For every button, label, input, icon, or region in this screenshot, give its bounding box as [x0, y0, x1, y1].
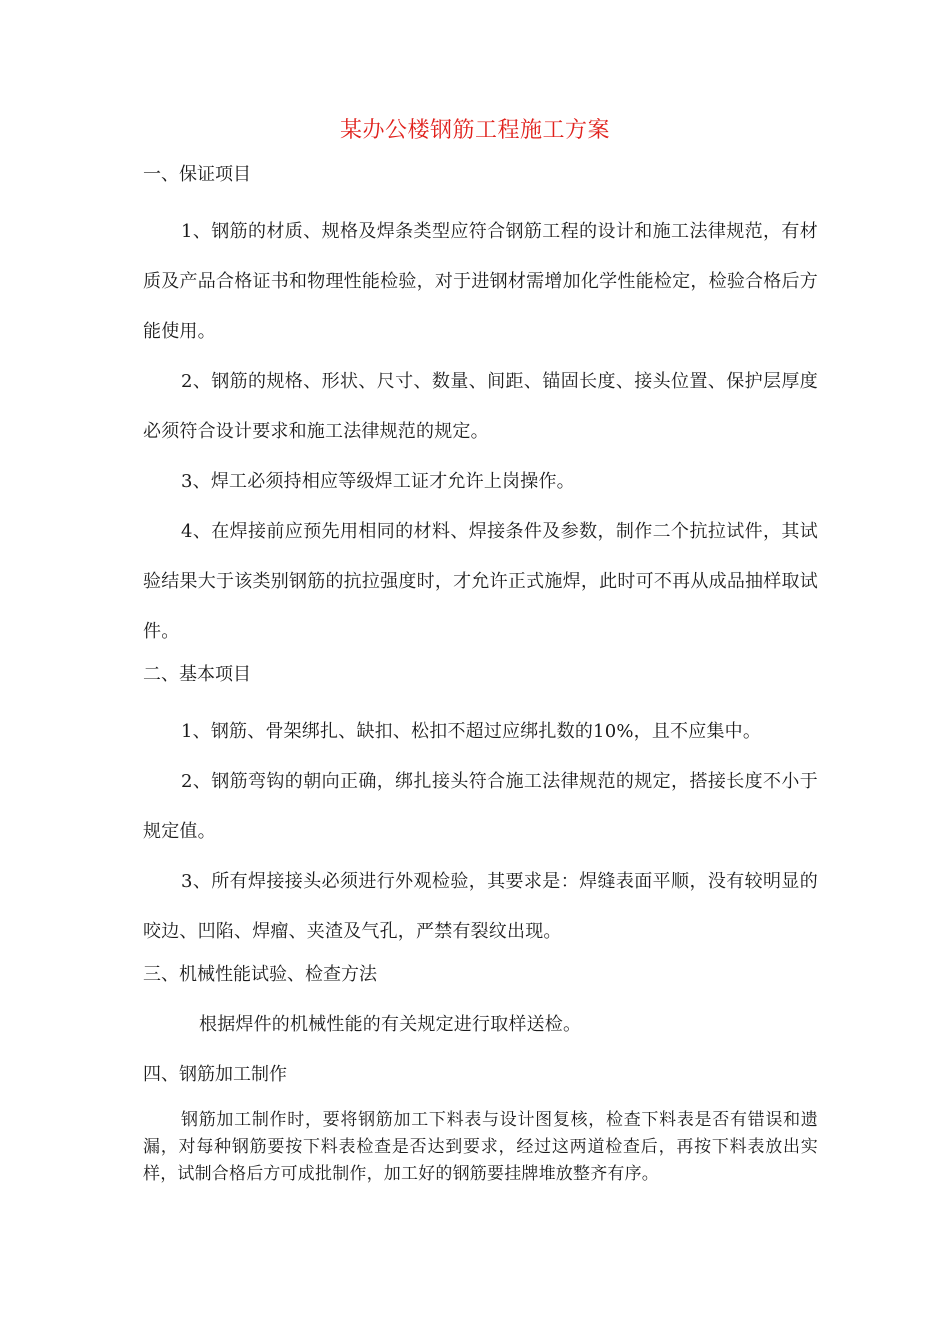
paragraph: 3、焊工必须持相应等级焊工证才允许上岗操作。 [181, 471, 575, 492]
section-basic-items [143, 657, 818, 957]
paragraph: 4、在焊接前应预先用相同的材料、焊接条件及参数，制作二个抗拉试件，其试验结果大于该类别钢筋的抗拉强度时，才允许正式施焊，此时可不再从成品抽样取试件。 [143, 521, 818, 642]
paragraph: 1、钢筋、骨架绑扎、缺扣、松扣不超过应绑扎数的10%，且不应集中。 [181, 721, 762, 742]
section-heading: 一、保证项目 [143, 164, 251, 185]
section-heading: 四、钢筋加工制作 [143, 1064, 287, 1085]
section-rebar-fabrication [143, 1057, 818, 1188]
section-heading: 三、机械性能试验、检查方法 [143, 964, 377, 985]
document-body [143, 157, 818, 1188]
paragraph: 根据焊件的机械性能的有关规定进行取样送检。 [199, 1014, 582, 1035]
paragraph: 2、钢筋弯钩的朝向正确，绑扎接头符合施工法律规范的规定，搭接长度不小于规定值。 [143, 771, 818, 842]
paragraph: 2、钢筋的规格、形状、尺寸、数量、间距、锚固长度、接头位置、保护层厚度必须符合设计要求和施工法律规范的规定。 [143, 371, 818, 442]
paragraph: 钢筋加工制作时，要将钢筋加工下料表与设计图复核，检查下料表是否有错误和遗漏，对每种钢筋要按下料表检查是否达到要求，经过这两道检查后，再按下料表放出实样，试制合格后方可成批制作，加工好的钢筋要挂牌堆放整齐有序。 [143, 1110, 818, 1184]
paragraph: 1、钢筋的材质、规格及焊条类型应符合钢筋工程的设计和施工法律规范，有材质及产品合格证书和物理性能检验，对于进钢材需增加化学性能检定，检验合格后方能使用。 [143, 221, 818, 342]
document-title: 某办公楼钢筋工程施工方案 [339, 118, 610, 143]
section-mechanical-testing [143, 957, 818, 1043]
section-heading: 二、基本项目 [143, 664, 251, 685]
paragraph: 3、所有焊接接头必须进行外观检验，其要求是：焊缝表面平顺，没有较明显的咬边、凹陷、焊瘤、夹渣及气孔，严禁有裂纹出现。 [143, 871, 818, 942]
section-guarantee-items [143, 157, 818, 657]
